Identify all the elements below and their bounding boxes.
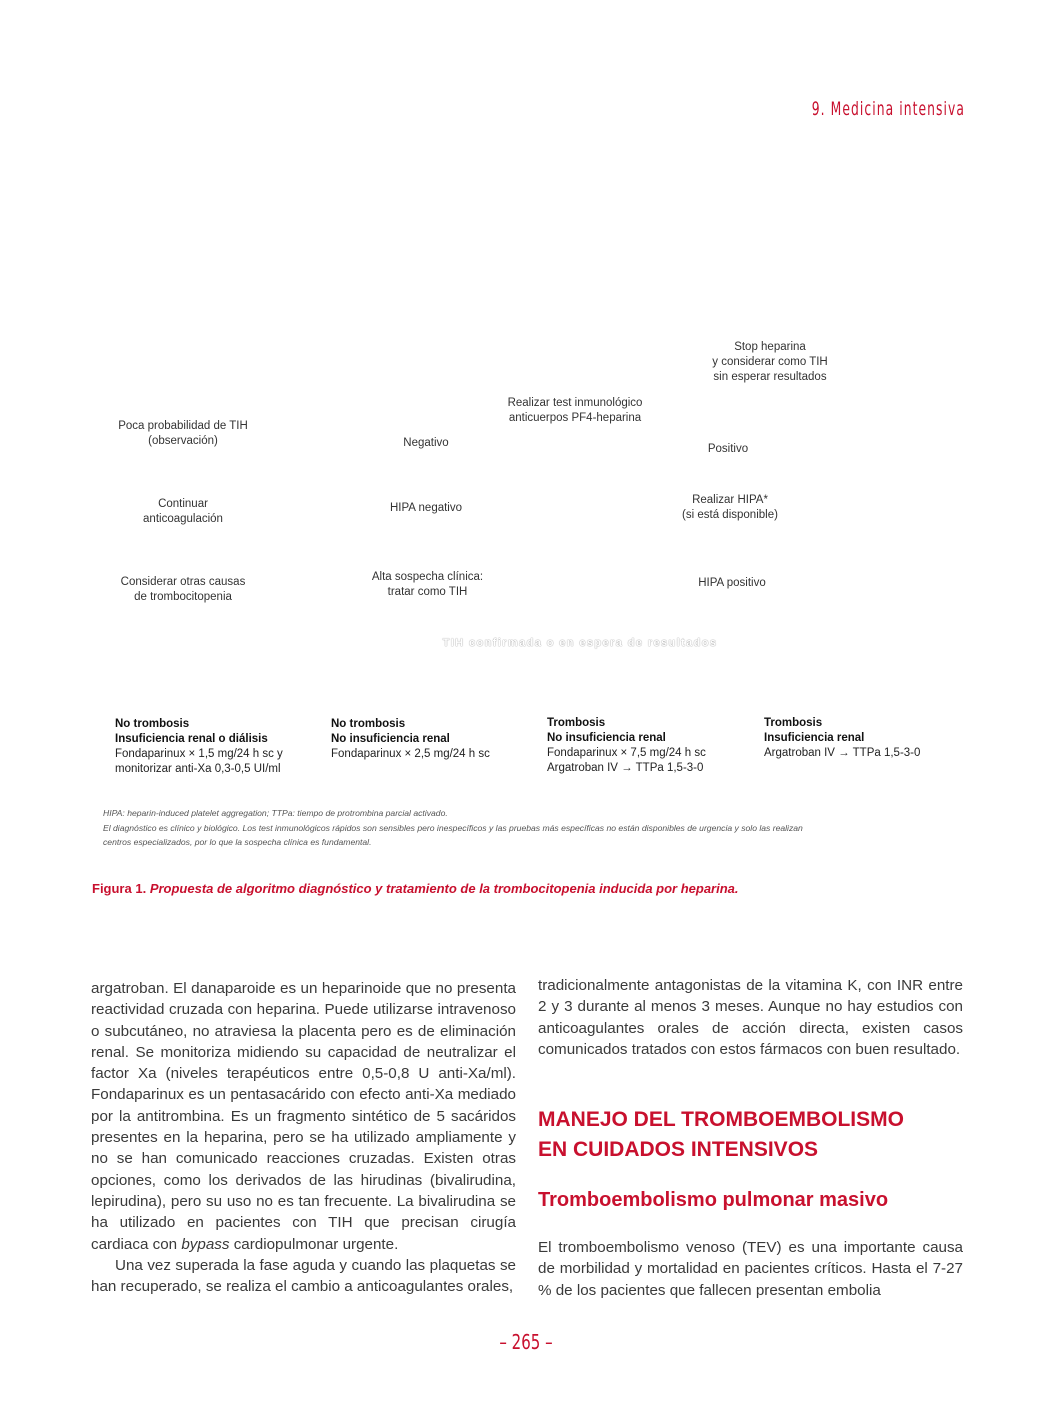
note-line-1: HIPA: heparin-induced platelet aggregation; TTPa: tiempo de protrombina parcial activado. xyxy=(103,808,448,818)
figure-notes xyxy=(103,806,943,850)
treatment-box-1: No trombosis Insuficiencia renal o diálisis Fondaparinux × 1,5 mg/24 h sc y monitorizar anti-Xa 0,3-0,5 UI/ml xyxy=(115,718,283,775)
note-line-2: El diagnóstico es clínico y biológico. Los test inmunológicos rápidos son sensibles pero inespecíficos y las pruebas más específicas no están disponibles de urgencia y solo las realizan xyxy=(103,822,803,833)
figure-caption xyxy=(92,881,972,896)
right-paragraph-1: tradicionalmente antagonistas de la vitamina K, con INR entre 2 y 3 durante al menos 3 meses. Aunque no hay estudios con anticoagulantes orales de acción directa, existen casos comunicados tratados con estos fármacos con buen resultado. xyxy=(538,977,963,1058)
treatment-box-4: Trombosis Insuficiencia renal Argatroban IV → TTPa 1,5-3-0 xyxy=(764,717,921,759)
continuar-box: Continuar anticoagulación xyxy=(143,498,223,525)
left-paragraph-1: argatroban. El danaparoide es un heparinoide que no presenta reactividad cruzada con heparina. Puede utilizarse intravenoso o subcutáneo, no atraviesa la placenta pero es de eliminación renal. Se monitoriza midiendo su capacidad de neutralizar el factor Xa (niveles terapéuticos entre 0,5-0,8 U anti-Xa/ml). Fondaparinux es un pentasacárido con efecto anti-Xa mediado por la antitrombina. Es un fragmento sintético de 5 sacáridos presentes en la heparina, pero se ha utilizado ampliamente y no se han comunicado reacciones cruzadas. Existen otras opciones, como los derivados de las hirudinas (bivalirudina, lepirudina), pero su uso no es tan frecuente. La bivalirudina se ha utilizado en pacientes con TIH que precisan cirugía cardiaca con bypass cardiopulmonar urgente. xyxy=(91,980,516,1253)
alta-sospecha-box: Alta sospecha clínica: tratar como TIH xyxy=(371,571,484,598)
page-number: – 265 – xyxy=(499,1330,553,1354)
treatment-box-2: No trombosis No insuficiencia renal Fondaparinux × 2,5 mg/24 h sc xyxy=(331,718,490,760)
otras-causas-box: Considerar otras causas de trombocitopenia xyxy=(120,576,246,603)
treatment-box-3: Trombosis No insuficiencia renal Fondaparinux × 7,5 mg/24 h sc Argatroban IV → TTPa 1,5-3-0 xyxy=(547,717,706,774)
poca-probabilidad-box: Poca probabilidad de TIH (observación) xyxy=(118,420,248,447)
caption-label: Figura 1. xyxy=(92,881,147,896)
note-line-3: centros especializados, por lo que la sospecha clínica es fundamental. xyxy=(103,837,372,847)
hipa-positivo-box: HIPA positivo xyxy=(698,577,766,589)
left-column xyxy=(91,978,516,1297)
subsection-heading: Tromboembolismo pulmonar masivo xyxy=(538,1189,889,1211)
right-paragraph-2: El tromboembolismo venoso (TEV) es una importante causa de morbilidad y mortalidad en pacientes críticos. Hasta el 7-27 % de los pacientes que fallecen presentan embolia xyxy=(538,1239,963,1299)
right-column-intro xyxy=(538,975,963,1060)
caption-text: Propuesta de algoritmo diagnóstico y tratamiento de la trombocitopenia inducida por heparina. xyxy=(149,881,739,896)
right-column-body xyxy=(538,1237,963,1301)
realizar-hipa-box: Realizar HIPA* (si está disponible) xyxy=(682,494,778,521)
negativo-label: Negativo xyxy=(403,437,449,449)
hipa-negativo-box: HIPA negativo xyxy=(389,502,463,514)
section-heading: MANEJO DEL TROMBOEMBOLISMO EN CUIDADOS INTENSIVOS xyxy=(538,1108,904,1161)
positivo-label: Positivo xyxy=(707,443,749,455)
tih-confirmada-banner: TIH confirmada o en espera de resultados xyxy=(442,637,718,649)
section-header: 9. Medicina intensiva xyxy=(811,98,965,120)
left-paragraph-2: Una vez superada la fase aguda y cuando las plaquetas se han recuperado, se realiza el cambio a anticoagulantes orales, xyxy=(91,1256,516,1296)
test-inmunologico-box: Realizar test inmunológico anticuerpos PF4-heparina xyxy=(507,397,643,424)
stop-heparina-box: Stop heparina y considerar como TIH sin esperar resultados xyxy=(712,341,828,383)
